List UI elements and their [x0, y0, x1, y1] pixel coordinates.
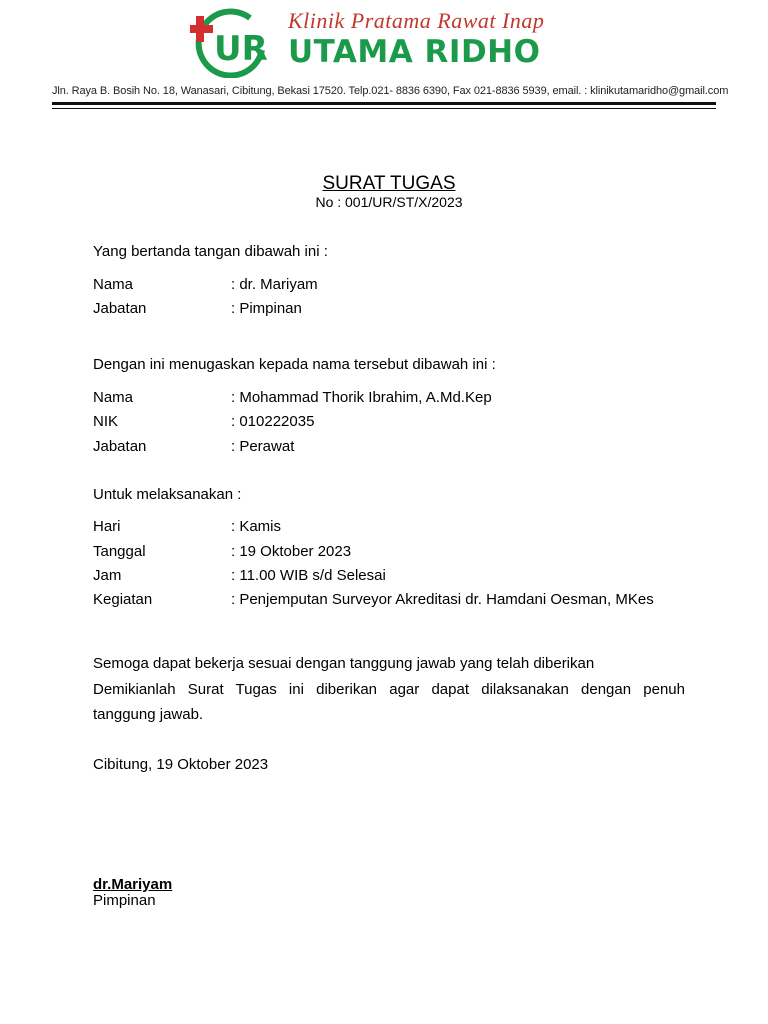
- signatory-value: : Pimpinan: [231, 300, 302, 317]
- assignee-value: : 010222035: [231, 413, 315, 430]
- assignee-label: Nama: [93, 389, 134, 406]
- task-label: Kegiatan: [93, 591, 153, 608]
- signatory-label: Nama: [93, 276, 134, 293]
- place-date: Cibitung, 19 Oktober 2023: [93, 756, 269, 773]
- closing-paragraph-1: Semoga dapat bekerja sesuai dengan tanggung jawab yang telah diberikan: [93, 655, 595, 672]
- document-title: SURAT TUGAS: [322, 173, 456, 194]
- assignee-label: NIK: [93, 413, 119, 430]
- task-value: : 11.00 WIB s/d Selesai: [231, 567, 386, 584]
- task-value: : 19 Oktober 2023: [231, 543, 352, 560]
- closing-paragraph-2-end: tanggung jawab.: [93, 706, 204, 723]
- signer-position: Pimpinan: [93, 892, 156, 909]
- signer-name: dr.Mariyam: [93, 876, 173, 893]
- assignee-label: Jabatan: [93, 438, 147, 455]
- svg-text:UR: UR: [214, 29, 268, 69]
- letterhead-divider-thick: [52, 102, 716, 105]
- letterhead-divider-thin: [52, 108, 716, 109]
- task-label: Jam: [93, 567, 122, 584]
- clinic-logo: [190, 8, 270, 78]
- assign-intro: Dengan ini menugaskan kepada nama tersebut dibawah ini :: [93, 356, 496, 373]
- signatory-label: Jabatan: [93, 300, 147, 317]
- task-label: Tanggal: [93, 543, 146, 560]
- clinic-type: Klinik Pratama Rawat Inap: [288, 8, 545, 33]
- closing-paragraph-2: Demikianlah Surat Tugas ini diberikan agar dapat dilaksanakan dengan penuh: [93, 681, 685, 698]
- task-intro: Untuk melaksanakan :: [93, 486, 242, 503]
- task-label: Hari: [93, 518, 121, 535]
- clinic-address: Jln. Raya B. Bosih No. 18, Wanasari, Cibitung, Bekasi 17520. Telp.021- 8836 6390, Fax 021-8836 5939, email. : klinikutamaridho@gmail.com: [52, 85, 729, 97]
- assignee-value: : Mohammad Thorik Ibrahim, A.Md.Kep: [231, 389, 492, 406]
- intro-text: Yang bertanda tangan dibawah ini :: [93, 243, 328, 260]
- signatory-value: : dr. Mariyam: [231, 276, 318, 293]
- document-number: No : 001/UR/ST/X/2023: [315, 194, 463, 210]
- task-value: : Kamis: [231, 518, 282, 535]
- clinic-name: UTAMA RIDHO: [288, 34, 541, 70]
- task-value: : Penjemputan Surveyor Akreditasi dr. Hamdani Oesman, MKes: [231, 591, 654, 608]
- assignee-value: : Perawat: [231, 438, 295, 455]
